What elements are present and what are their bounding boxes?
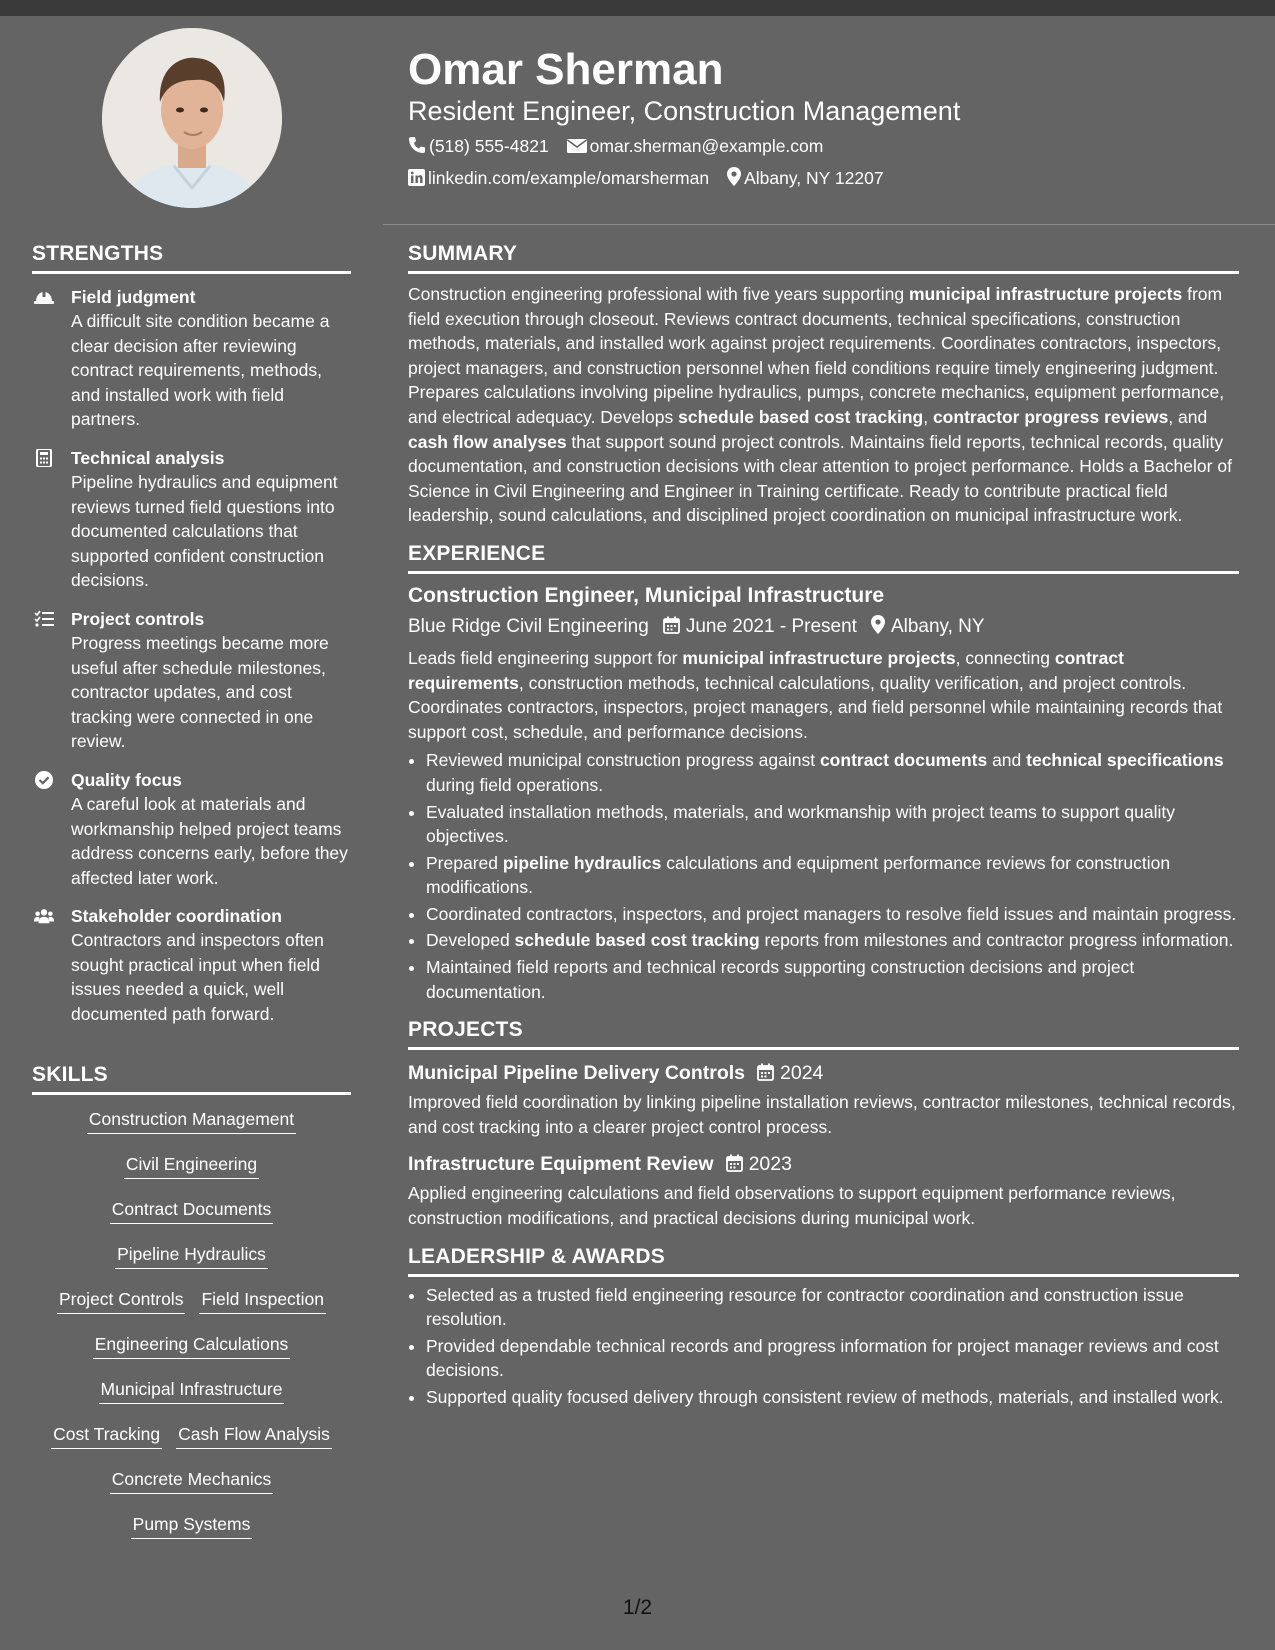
job-bullet: • Reviewed municipal construction progress against contract documents and technical specifications during field operations. — [426, 748, 1239, 797]
project-description: Improved field coordination by linking pipeline installation reviews, contractor milestones, technical records, and cost tracking into a clearer project control process. — [408, 1092, 1236, 1137]
calendar-icon — [757, 1063, 774, 1081]
leadership-bullet: • Supported quality focused delivery through consistent review of methods, materials, and installed work. — [426, 1385, 1239, 1410]
summary-text: Construction engineering professional with five years supporting municipal infrastructure projects from field execution through closeout. Reviews contract documents, technical specifications, construction methods, materials, and installed work against project requirements. Coordinates contractors, inspectors, project managers, and construction personnel when field conditions require timely engineering judgment. Prepares calculations involving pipeline hydraulics, pumps, concrete mechanics, equipment performance, and electrical adequacy. Develops schedule based cost tracking, contractor progress reviews, and cash flow analyses that support sound project controls. Maintains field reports, technical records, quality documentation, and construction decisions with clear attention to project performance. Holds a Bachelor of Science in Civil Engineering and Engineer in Training certificate. Ready to contribute practical field leadership, sound calculations, and disciplined project coordination on municipal infrastructure work. — [408, 284, 1232, 526]
strength-item — [32, 607, 351, 754]
skill-tag: Field Inspection — [199, 1288, 326, 1314]
email-icon — [567, 138, 587, 154]
linkedin-icon — [408, 169, 425, 186]
project-title — [408, 1060, 1239, 1086]
strength-title: Field judgment — [71, 287, 196, 307]
strength-item — [32, 446, 351, 593]
skill-tag: Construction Management — [87, 1108, 296, 1134]
contact-line-1 — [408, 135, 823, 157]
email-address[interactable]: omar.sherman@example.com — [589, 136, 824, 156]
skill-tag: Contract Documents — [110, 1198, 274, 1224]
job-intro: Leads field engineering support for municipal infrastructure projects, connecting contract requirements, construction methods, technical calculations, quality verification, and project controls. Coordinates contractors, inspectors, project managers, and field personnel while maintaining records that support cost, schedule, and performance decisions. — [408, 647, 1223, 742]
leadership-bullet: • Provided dependable technical records and progress information for project manager reviews and cost decisions. — [426, 1334, 1239, 1383]
job-bullets — [408, 748, 1239, 1004]
phone-number[interactable]: (518) 555-4821 — [429, 136, 549, 156]
projects-heading: PROJECTS — [408, 1018, 1239, 1050]
leadership-bullet: • Selected as a trusted field engineering resource for contractor coordination and construction issue resolution. — [426, 1283, 1239, 1332]
leadership-heading: LEADERSHIP & AWARDS — [408, 1245, 1239, 1277]
job-title: Construction Engineer, Municipal Infrastructure — [408, 583, 885, 607]
checklist-icon — [34, 610, 54, 628]
strengths-heading: STRENGTHS — [32, 242, 351, 274]
job-bullet: • Coordinated contractors, inspectors, and project managers to resolve field issues and maintain progress. — [426, 902, 1239, 927]
check-circle-icon — [34, 771, 54, 789]
candidate-name: Omar Sherman — [408, 45, 724, 94]
skill-tag: Cash Flow Analysis — [176, 1423, 332, 1449]
job-location: Albany, NY — [890, 615, 985, 637]
skills-list — [32, 1108, 351, 1558]
profile-photo — [102, 28, 282, 208]
location-pin-icon — [871, 615, 885, 634]
candidate-headline: Resident Engineer, Construction Management — [408, 96, 961, 126]
project-year: 2024 — [780, 1062, 824, 1085]
top-bar — [0, 0, 1275, 16]
strength-description: A careful look at materials and workmanship helped project teams address concerns early, before they affected later work. — [71, 793, 348, 888]
project-name: Infrastructure Equipment Review — [408, 1153, 714, 1176]
strength-item — [32, 768, 351, 890]
location: Albany, NY 12207 — [744, 168, 884, 188]
project-title — [408, 1151, 1239, 1177]
location-pin-icon — [727, 167, 741, 186]
experience-heading: EXPERIENCE — [408, 542, 1239, 574]
strength-description: Contractors and inspectors often sought practical input when field issues needed a quick, well documented path forward. — [71, 930, 324, 1025]
strength-title: Technical analysis — [71, 447, 225, 468]
skill-tag: Civil Engineering — [124, 1153, 259, 1179]
job-bullet: • Evaluated installation methods, materials, and workmanship with project teams to support quality objectives. — [426, 800, 1239, 849]
people-icon — [34, 907, 54, 925]
project-description: Applied engineering calculations and field observations to support equipment performance reviews, construction modifications, and practical decisions during municipal work. — [408, 1183, 1176, 1229]
skill-tag: Engineering Calculations — [93, 1333, 291, 1359]
job-dates: June 2021 - Present — [685, 615, 857, 637]
strength-title: Quality focus — [71, 769, 182, 790]
project-year: 2023 — [748, 1153, 792, 1176]
job-meta — [408, 614, 1239, 640]
summary-heading: SUMMARY — [408, 242, 1239, 274]
skill-tag: Municipal Infrastructure — [99, 1378, 285, 1404]
job-bullet: • Prepared pipeline hydraulics calculations and equipment performance reviews for construction modifications. — [426, 851, 1239, 900]
project-name: Municipal Pipeline Delivery Controls — [408, 1062, 745, 1085]
skill-tag: Concrete Mechanics — [110, 1468, 274, 1494]
strength-description: A difficult site condition became a clear decision after reviewing contract requirements, methods, and installed work with field partners. — [71, 311, 330, 430]
phone-icon — [408, 136, 426, 154]
calculator-icon — [34, 449, 54, 467]
strength-title: Project controls — [71, 608, 205, 629]
linkedin-url[interactable]: linkedin.com/example/omarsherman — [428, 168, 710, 188]
calendar-icon — [663, 616, 680, 634]
contact-line-2 — [408, 167, 884, 189]
hard-hat-icon — [34, 288, 54, 306]
strength-item — [32, 904, 351, 1026]
strength-description: Pipeline hydraulics and equipment reviews turned field questions into documented calculations that supported confident construction decisions. — [71, 471, 338, 591]
job-bullet: • Maintained field reports and technical records supporting construction decisions and project documentation. — [426, 955, 1239, 1004]
job-bullet: • Developed schedule based cost tracking reports from milestones and contractor progress information. — [426, 928, 1239, 953]
skill-tag: Project Controls — [57, 1288, 186, 1314]
page-number: 1/2 — [622, 1596, 653, 1619]
skill-tag: Pump Systems — [131, 1513, 253, 1539]
leadership-bullets — [408, 1283, 1239, 1410]
strength-item — [32, 285, 351, 432]
main-content — [408, 242, 1239, 1412]
strengths-list — [32, 285, 351, 1041]
strength-title: Stakeholder coordination — [71, 906, 282, 927]
calendar-icon — [726, 1154, 743, 1172]
skill-tag: Pipeline Hydraulics — [115, 1243, 268, 1269]
skills-heading: SKILLS — [32, 1063, 351, 1095]
strength-description: Progress meetings became more useful after schedule milestones, contractor updates, and cost tracking were connected in one review. — [71, 632, 329, 752]
header-divider — [383, 224, 1275, 225]
skill-tag: Cost Tracking — [51, 1423, 162, 1449]
company-name: Blue Ridge Civil Engineering — [408, 615, 649, 637]
